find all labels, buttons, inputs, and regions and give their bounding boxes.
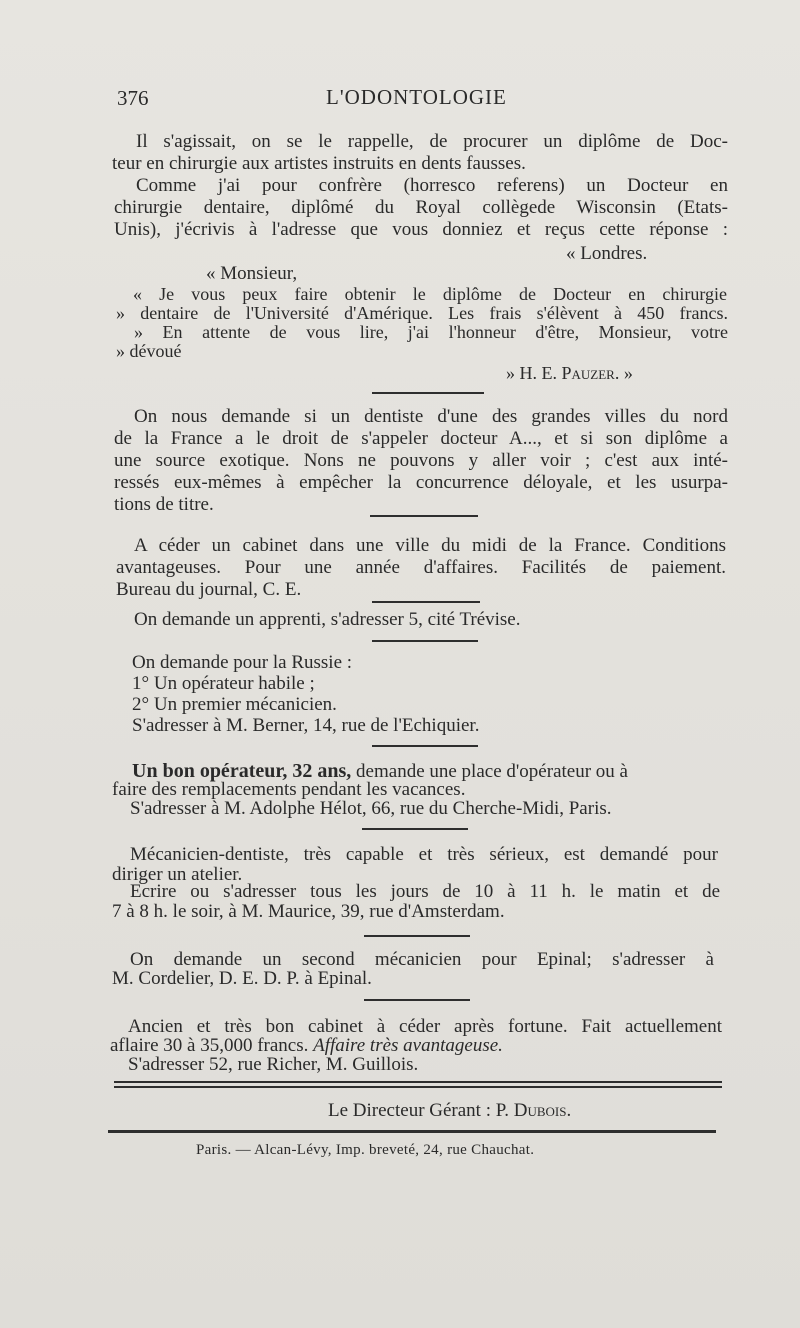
ad-4-bold-lead: Un bon opérateur, 32 ans, xyxy=(132,760,352,782)
ad-4-lead-rest: demande une place d'opérateur ou à xyxy=(351,761,628,782)
ad-5-line-3: Ecrire ou s'adresser tous les jours de 10 à 11 h. le matin et de xyxy=(130,881,720,902)
separator-rule xyxy=(372,640,478,642)
ad-3-line-2: 1° Un opérateur habile ; xyxy=(132,673,315,694)
para-3-line-2: de la France a le droit de s'appeler docteur A..., et si son diplôme a xyxy=(114,428,728,449)
ad-6-line-2: M. Cordelier, D. E. D. P. à Epinal. xyxy=(112,968,372,989)
ad-1-line-3: Bureau du journal, C. E. xyxy=(116,579,302,600)
para-3-line-3: une source exotique. Nons ne pouvons y aller voir ; c'est aux inté- xyxy=(114,450,728,471)
ad-4-line-2: faire des remplacements pendant les vacances. xyxy=(112,779,466,800)
ad-3-line-3: 2° Un premier mécanicien. xyxy=(132,694,337,715)
letter-line-3: » En attente de vous lire, j'ai l'honneur d'être, Monsieur, votre xyxy=(134,322,728,342)
para-3-line-4: ressés eux-mêmes à empêcher la concurrence déloyale, et les usurpa- xyxy=(114,472,728,493)
double-rule-bottom xyxy=(114,1086,722,1088)
imprint-line: Paris. — Alcan-Lévy, Imp. breveté, 24, rue Chauchat. xyxy=(196,1142,535,1158)
separator-rule xyxy=(362,828,468,830)
separator-rule xyxy=(370,515,478,517)
director-prefix: Le Directeur Gérant : P. xyxy=(328,1100,514,1121)
ad-2-line: On demande un apprenti, s'adresser 5, cité Trévise. xyxy=(134,609,521,630)
ad-5-line-2: diriger un atelier. xyxy=(112,864,243,885)
director-line xyxy=(328,1100,571,1122)
director-name: Dubois. xyxy=(513,1100,572,1121)
ad-7-line-2-italic: Affaire très avantageuse. xyxy=(313,1035,503,1056)
letter-line-2: » dentaire de l'Université d'Amérique. Les frais s'élèvent à 450 francs. xyxy=(116,303,728,323)
signature-prefix: » H. E. xyxy=(506,363,562,383)
separator-rule xyxy=(364,935,470,937)
para-3-line-1: On nous demande si un dentiste d'une des grandes villes du nord xyxy=(134,406,728,427)
ad-3-line-4: S'adresser à M. Berner, 14, rue de l'Echiquier. xyxy=(132,715,480,736)
ad-7-line-1: Ancien et très bon cabinet à céder après fortune. Fait actuellement xyxy=(128,1016,722,1037)
ad-7-line-2-plain: aflaire 30 à 35,000 francs. xyxy=(110,1035,314,1056)
ad-4-line-3: S'adresser à M. Adolphe Hélot, 66, rue du Cherche-Midi, Paris. xyxy=(130,798,612,819)
para-2-line-3: Unis), j'écrivis à l'adresse que vous donniez et reçus cette réponse : xyxy=(114,219,728,240)
ad-5-line-1: Mécanicien-dentiste, très capable et très sérieux, est demandé pour xyxy=(130,844,718,865)
page-number: 376 xyxy=(117,86,149,110)
signature-suffix: » xyxy=(619,363,633,383)
para-1-line-2: teur en chirurgie aux artistes instruits en dents fausses. xyxy=(112,153,526,174)
letter-place: « Londres. xyxy=(566,243,648,264)
separator-rule xyxy=(372,745,478,747)
para-2-line-2: chirurgie dentaire, diplômé du Royal collègede Wisconsin (Etats- xyxy=(114,197,728,218)
ad-1-line-1: A céder un cabinet dans une ville du midi de la France. Conditions xyxy=(134,535,726,556)
separator-rule xyxy=(372,392,484,394)
para-3-line-5: tions de titre. xyxy=(114,494,214,515)
letter-salutation: « Monsieur, xyxy=(206,263,298,284)
ad-7-line-3: S'adresser 52, rue Richer, M. Guillois. xyxy=(128,1054,419,1075)
separator-rule xyxy=(364,999,470,1001)
letter-line-4: » dévoué xyxy=(116,341,182,361)
ad-5-line-4: 7 à 8 h. le soir, à M. Maurice, 39, rue d'Amsterdam. xyxy=(112,901,505,922)
ad-6-line-1: On demande un second mécanicien pour Epinal; s'adresser à xyxy=(130,949,714,970)
letter-signature xyxy=(506,362,633,384)
footer-rule xyxy=(108,1130,716,1133)
ad-1-line-2: avantageuses. Pour une année d'affaires. Facilités de paiement. xyxy=(116,557,726,578)
signature-name: Pauzer. xyxy=(561,363,620,383)
para-2-line-1: Comme j'ai pour confrère (horresco referens) un Docteur en xyxy=(136,175,728,196)
ad-3-line-1: On demande pour la Russie : xyxy=(132,652,353,673)
letter-line-1: « Je vous peux faire obtenir le diplôme de Docteur en chirurgie xyxy=(133,284,727,304)
running-title: L'ODONTOLOGIE xyxy=(326,85,507,109)
double-rule-top xyxy=(114,1081,722,1083)
para-1-line-1: Il s'agissait, on se le rappelle, de procurer un diplôme de Doc- xyxy=(136,131,728,152)
separator-rule xyxy=(372,601,480,603)
